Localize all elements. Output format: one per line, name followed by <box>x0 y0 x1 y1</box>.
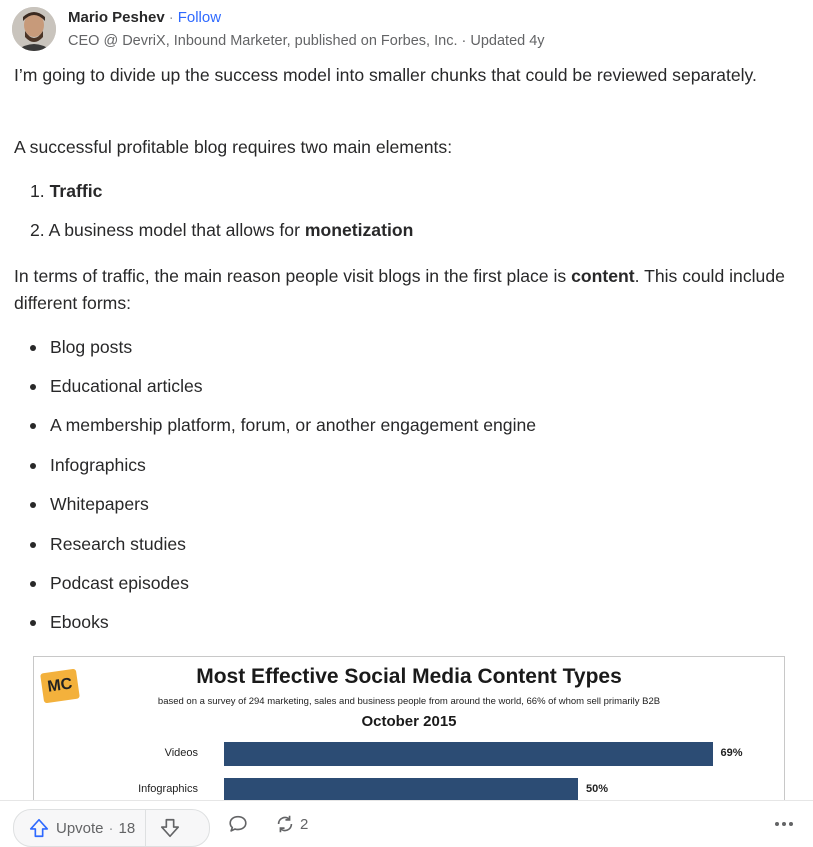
share-button[interactable] <box>273 813 308 835</box>
share-count: 2 <box>300 815 309 833</box>
paragraph-traffic-post: . This could include different forms: <box>14 266 785 313</box>
chart-category-label: Videos <box>164 747 198 759</box>
list-item-text: Ebooks <box>50 612 109 632</box>
list-item-text: Educational articles <box>50 376 203 396</box>
bullet-dot <box>30 502 36 508</box>
chart-bar <box>224 778 578 802</box>
avatar[interactable] <box>12 7 56 51</box>
more-options-button[interactable] <box>772 815 796 833</box>
paragraph-traffic-pre: In terms of traffic, the main reason people visit blogs in the first place is <box>14 266 572 286</box>
bullet-dot <box>30 345 36 351</box>
list-item <box>30 412 536 439</box>
answer-header <box>12 5 545 53</box>
list-item <box>30 531 186 558</box>
follow-button[interactable]: Follow <box>177 8 222 26</box>
list-item-text: A membership platform, forum, or another engagement engine <box>50 415 537 435</box>
name-separator: · <box>168 8 174 26</box>
list-item-text: Infographics <box>50 455 146 475</box>
upvote-button[interactable] <box>14 810 146 846</box>
avatar-image <box>12 7 56 51</box>
ordered-item-bold: Traffic <box>49 181 103 201</box>
embedded-chart-image[interactable] <box>33 656 785 807</box>
chart-bar <box>224 742 713 766</box>
paragraph-traffic <box>14 263 799 317</box>
bullet-dot <box>30 423 36 429</box>
bullet-dot <box>30 581 36 587</box>
comment-icon <box>227 813 249 835</box>
mc-logo: MC <box>40 669 80 704</box>
downvote-arrow-icon <box>159 817 181 839</box>
ordered-item-text: A business model that allows for <box>48 220 305 240</box>
ordered-item <box>30 217 413 244</box>
list-item <box>30 452 146 479</box>
paragraph-elements: A successful profitable blog requires two main elements: <box>14 137 453 157</box>
upvote-separator: · <box>108 819 114 837</box>
list-item-text: Research studies <box>50 534 186 554</box>
ordered-item <box>30 178 102 205</box>
paragraph-intro: I’m going to divide up the success model into smaller chunks that could be reviewed separately. <box>14 65 757 85</box>
author-line <box>68 8 545 28</box>
share-icon <box>273 813 297 835</box>
action-bar <box>0 800 813 847</box>
chart-subtitle: based on a survey of 294 marketing, sales and business people from around the world, 66% of whom sell primarily B2B <box>157 696 661 707</box>
list-item <box>30 373 203 400</box>
bullet-dot <box>30 542 36 548</box>
chart-date: October 2015 <box>361 713 457 730</box>
upvote-arrow-icon <box>28 817 50 839</box>
paragraph-traffic-bold: content <box>571 266 635 286</box>
chart-value-label: 50% <box>586 783 609 795</box>
ordered-item-bold: monetization <box>304 220 414 240</box>
vote-pill <box>13 809 210 847</box>
upvote-label: Upvote <box>56 819 104 837</box>
ordered-item-number: 1. <box>30 181 45 201</box>
list-item-text: Blog posts <box>50 337 133 357</box>
list-item-text: Whitepapers <box>50 494 149 514</box>
more-icon <box>772 815 796 833</box>
comment-button[interactable] <box>227 813 249 835</box>
chart-category-label: Infographics <box>138 783 198 795</box>
list-item <box>30 491 149 518</box>
bullet-dot <box>30 384 36 390</box>
downvote-button[interactable] <box>146 810 194 846</box>
chart-value-label: 69% <box>720 747 743 759</box>
list-item-text: Podcast episodes <box>50 573 189 593</box>
list-item <box>30 570 189 597</box>
bullet-dot <box>30 620 36 626</box>
bullet-dot <box>30 463 36 469</box>
chart-title: Most Effective Social Media Content Types <box>196 665 622 688</box>
author-meta <box>68 8 545 51</box>
list-item <box>30 334 132 361</box>
author-name[interactable]: Mario Peshev <box>68 8 165 26</box>
upvote-count: 18 <box>118 819 136 837</box>
list-item <box>30 609 109 636</box>
ordered-item-number: 2. <box>30 220 45 240</box>
author-credential: CEO @ DevriX, Inbound Marketer, published on Forbes, Inc. · Updated 4y <box>68 32 545 49</box>
